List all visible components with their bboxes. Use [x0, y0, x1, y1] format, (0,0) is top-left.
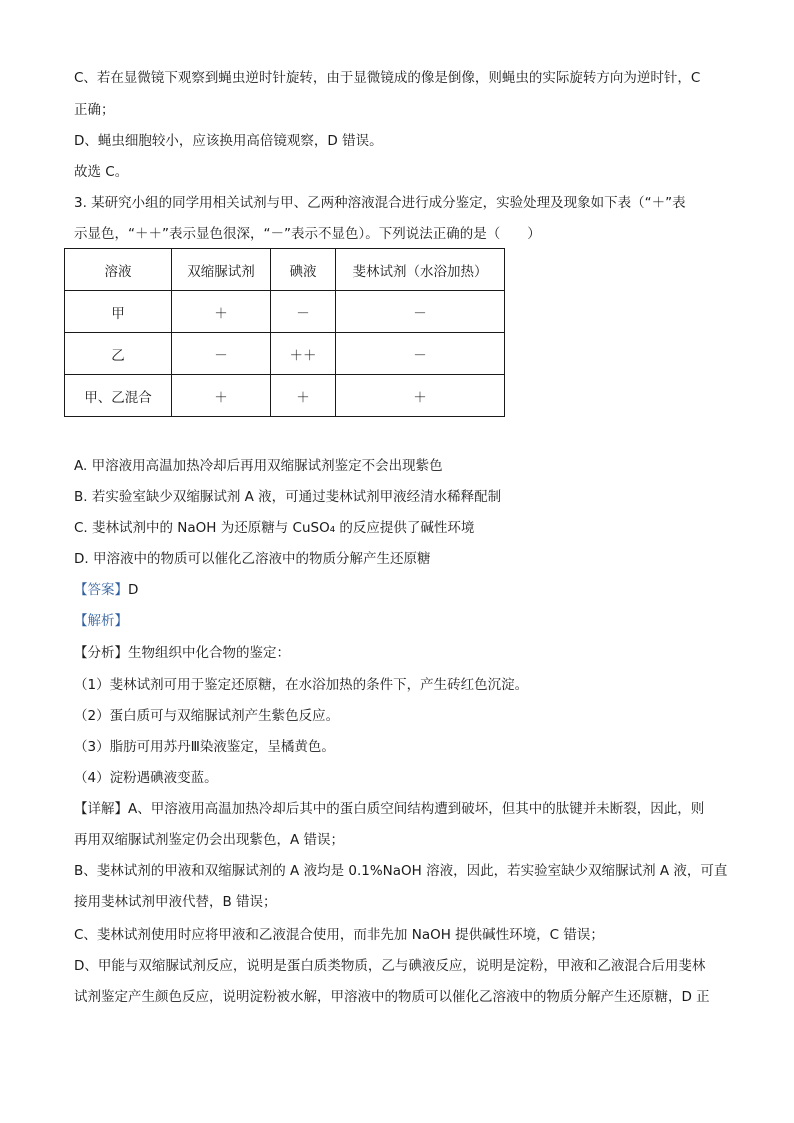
question-stem-line1: 3. 某研究小组的同学用相关试剂与甲、乙两种溶液混合进行成分鉴定，实验处理及现象如下表（“＋”表	[74, 195, 686, 211]
table-row	[65, 333, 505, 375]
table-cell: 乙	[65, 333, 172, 375]
detail-b-line2: 接用斐林试剂甲液代替，B 错误；	[74, 894, 277, 910]
experiment-table	[64, 248, 505, 417]
detail-d-line1: D、甲能与双缩脲试剂反应，说明是蛋白质类物质，乙与碘液反应，说明是淀粉，甲液和乙液混合后用斐林	[74, 958, 706, 974]
option-b: B. 若实验室缺少双缩脲试剂 A 液，可通过斐林试剂甲液经清水稀释配制	[74, 489, 502, 505]
table-cell: 甲	[65, 291, 172, 333]
fenxi-label: 【分析】	[74, 645, 128, 661]
answer-value: D	[128, 582, 139, 598]
fenxi-point-2: （2）蛋白质可与双缩脲试剂产生紫色反应。	[74, 708, 340, 724]
option-a: A. 甲溶液用高温加热冷却后再用双缩脲试剂鉴定不会出现紫色	[74, 458, 443, 474]
option-c: C. 斐林试剂中的 NaOH 为还原糖与 CuSO₄ 的反应提供了碱性环境	[74, 520, 475, 536]
prev-option-d: D、蝇虫细胞较小，应该换用高倍镜观察，D 错误。	[74, 133, 383, 149]
detail-a-line1	[74, 800, 704, 818]
answer-label: 【答案】	[74, 582, 128, 598]
table-header-cell: 碘液	[271, 249, 336, 291]
prev-option-c-line2: 正确；	[74, 102, 115, 118]
table-cell: 甲、乙混合	[65, 375, 172, 417]
fenxi-point-1: （1）斐林试剂可用于鉴定还原糖，在水浴加热的条件下，产生砖红色沉淀。	[74, 677, 529, 693]
table-cell: ＋	[172, 375, 271, 417]
fenxi-text: 生物组织中化合物的鉴定：	[128, 645, 290, 661]
detail-a-line2: 再用双缩脲试剂鉴定仍会出现紫色，A 错误；	[74, 832, 345, 848]
prev-choose: 故选 C。	[74, 164, 129, 180]
table-cell: ＋	[172, 291, 271, 333]
table-cell: －	[271, 291, 336, 333]
table-cell: ＋	[336, 375, 505, 417]
table-header-cell: 斐林试剂（水浴加热）	[336, 249, 505, 291]
analysis-label: 【解析】	[74, 613, 128, 629]
table-header-row	[65, 249, 505, 291]
table-header-cell: 双缩脲试剂	[172, 249, 271, 291]
fenxi-point-3: （3）脂肪可用苏丹Ⅲ染液鉴定，呈橘黄色。	[74, 739, 335, 755]
detail-b-line1: B、斐林试剂的甲液和双缩脲试剂的 A 液均是 0.1%NaOH 溶液，因此，若实验室缺少双缩脲试剂 A 液，可直	[74, 863, 728, 879]
table-row	[65, 375, 505, 417]
detail-d-line2: 试剂鉴定产生颜色反应，说明淀粉被水解，甲溶液中的物质可以催化乙溶液中的物质分解产生还原糖，D 正	[74, 989, 710, 1005]
table-cell: ＋＋	[271, 333, 336, 375]
detail-a-text: A、甲溶液用高温加热冷却后其中的蛋白质空间结构遭到破坏，但其中的肽键并未断裂，因此，则	[128, 801, 705, 817]
table-cell: －	[336, 291, 505, 333]
prev-option-c-line1: C、若在显微镜下观察到蝇虫逆时针旋转，由于显微镜成的像是倒像，则蝇虫的实际旋转方向为逆时针，C	[74, 70, 701, 86]
answer-line	[74, 581, 138, 599]
detail-label: 【详解】	[74, 801, 128, 817]
table-cell: ＋	[271, 375, 336, 417]
question-stem-line2: 示显色，“＋＋”表示显色很深，“－”表示不显色）。下列说法正确的是（ ）	[74, 226, 541, 242]
option-d: D. 甲溶液中的物质可以催化乙溶液中的物质分解产生还原糖	[74, 551, 431, 567]
table-cell: －	[336, 333, 505, 375]
fenxi-point-4: （4）淀粉遇碘液变蓝。	[74, 770, 218, 786]
table-row	[65, 291, 505, 333]
detail-c-line1: C、斐林试剂使用时应将甲液和乙液混合使用，而非先加 NaOH 提供碱性环境，C 错误；	[74, 927, 604, 943]
table-header-cell: 溶液	[65, 249, 172, 291]
fenxi-line	[74, 644, 290, 662]
table-cell: －	[172, 333, 271, 375]
